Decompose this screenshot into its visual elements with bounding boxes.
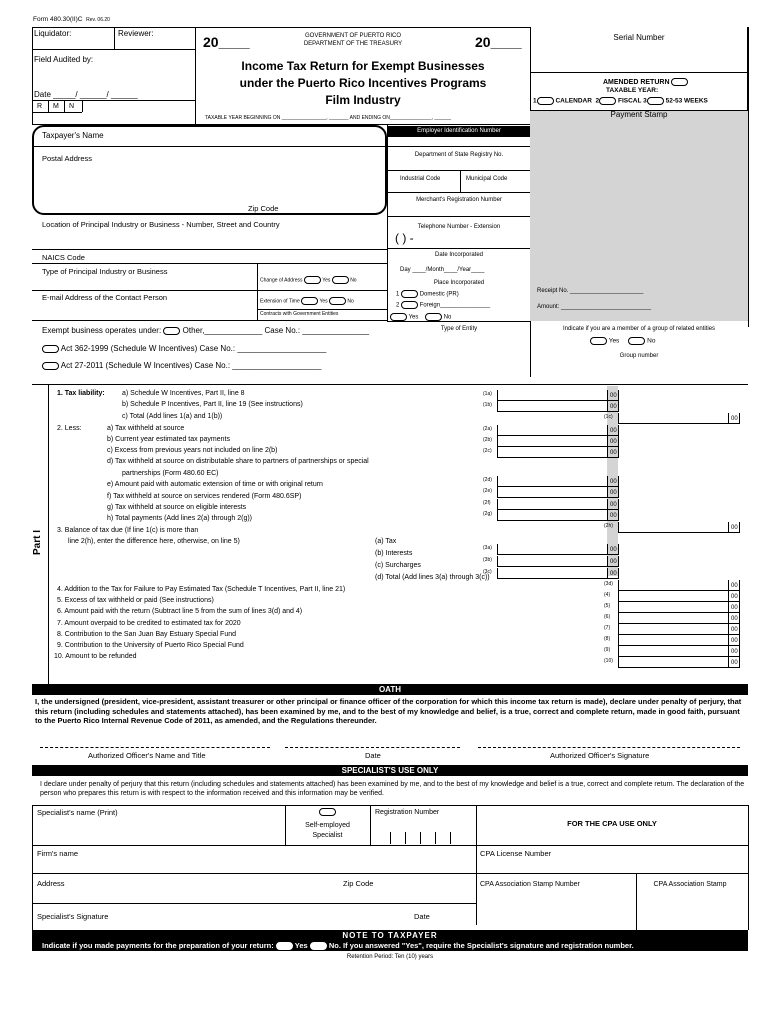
line-code: (2c) <box>483 448 492 454</box>
other-oval[interactable] <box>163 327 180 335</box>
cents-box <box>728 602 740 613</box>
amount-input[interactable] <box>497 487 607 498</box>
cents-value: 00 <box>731 616 738 622</box>
exempt-under-row: Exempt business operates under: Other,_____________ Case No.: _______________ <box>42 326 370 336</box>
taxpayer-name-label: Taxpayer's Name <box>42 131 104 140</box>
amount-input[interactable] <box>497 556 607 567</box>
amount-input[interactable] <box>497 544 607 555</box>
domestic-oval[interactable] <box>401 290 418 298</box>
specialist-word: Specialist <box>312 832 343 839</box>
officer-signature-label: Authorized Officer's Signature <box>550 751 650 760</box>
amended-return-label: AMENDED RETURN <box>603 78 688 86</box>
amount-input[interactable] <box>497 401 607 412</box>
line-10: 10. Amount to be refunded <box>54 653 137 660</box>
line-2d-2: partnerships (Form 480.60 EC) <box>122 470 219 477</box>
line-2b: b) Current year estimated tax payments <box>107 436 230 443</box>
member-yes[interactable] <box>590 337 607 345</box>
amended-return-oval[interactable] <box>671 78 688 86</box>
extension-no[interactable] <box>329 297 346 305</box>
member-group-options: Yes No <box>590 337 655 345</box>
payment-stamp-label: Payment Stamp <box>610 110 668 119</box>
cents-box <box>728 580 740 591</box>
amount-input[interactable] <box>497 510 607 521</box>
amount-input[interactable] <box>618 624 728 635</box>
note-text: Indicate if you made payments for the preparation of your return: Yes No. If you answered "Yes", require the Specialist's signature and registration number. <box>42 941 634 950</box>
merchant-label: Merchant's Registration Number <box>416 197 502 203</box>
foreign-row: 2 Foreign_______________ <box>396 302 491 309</box>
cents-box <box>728 624 740 635</box>
specialist-date-label: Date <box>414 912 430 921</box>
line-2-label: 2. Less: <box>57 425 82 432</box>
line-code: (3d) <box>604 581 613 587</box>
date-incorporated-label: Date Incorporated <box>434 252 484 258</box>
line-code: (2f) <box>483 500 491 506</box>
cents-box <box>607 510 619 521</box>
industry-type-label: Type of Principal Industry or Business <box>42 267 168 276</box>
domestic-row: 1 Domestic (PR) <box>396 291 459 298</box>
taxable-year-line: TAXABLE YEAR BEGINNING ON ________________, _______ AND ENDING ON_______________, ______ <box>205 115 452 121</box>
line-code: (10) <box>604 658 613 664</box>
weeks-oval[interactable] <box>647 97 664 105</box>
naics-label: NAICS Code <box>42 253 85 262</box>
line-3b: line 2(h), enter the difference here, otherwise, on line 5) <box>68 538 240 545</box>
note-no-oval[interactable] <box>310 942 327 950</box>
act27-oval[interactable] <box>42 362 59 370</box>
self-employed-oval-wrap <box>285 808 370 816</box>
amount-input[interactable] <box>497 499 607 510</box>
cents-box <box>607 390 619 401</box>
line-code: (3b) <box>483 557 492 563</box>
cents-value: 00 <box>610 513 617 519</box>
line-9: 9. Contribution to the University of Puerto Rico Special Fund <box>57 642 244 649</box>
cents-value: 00 <box>731 525 738 531</box>
cents-value: 00 <box>610 559 617 565</box>
line-4: 4. Addition to the Tax for Failure to Pay Estimated Tax (Schedule T Incentives, Part II, line 21) <box>57 586 346 593</box>
line-code: (2d) <box>483 477 492 483</box>
line-code: (1b) <box>483 402 492 408</box>
calendar-oval[interactable] <box>537 97 554 105</box>
line-3-total: (d) Total (Add lines 3(a) through 3(c)) <box>375 574 490 581</box>
officer-name-label: Authorized Officer's Name and Title <box>88 751 206 760</box>
place-incorporated-label: Place Incorporated <box>433 280 485 286</box>
cents-box <box>728 613 740 624</box>
line-code: (3a) <box>483 545 492 551</box>
amount-input[interactable] <box>497 390 607 401</box>
amount-input[interactable] <box>618 635 728 646</box>
rmn-m: M <box>53 103 59 110</box>
email-label: E-mail Address of the Contact Person <box>42 293 168 302</box>
receipt-label: Receipt No. ______________________ <box>537 288 644 294</box>
line-code: (1a) <box>483 391 492 397</box>
gov-line-2: DEPARTMENT OF THE TREASURY <box>303 41 403 47</box>
line-3-tax: (a) Tax <box>375 538 397 545</box>
taxable-year-options: 1 CALENDAR 2 FISCAL 3 52-53 WEEKS <box>533 97 708 105</box>
cents-box <box>607 425 619 436</box>
member-group-label: Indicate if you are a member of a group of related entities <box>562 326 716 332</box>
amount-input[interactable] <box>497 447 607 458</box>
cents-box <box>728 413 740 424</box>
cents-box <box>607 544 619 555</box>
line-code: (2h) <box>604 523 613 529</box>
line-2c: c) Excess from previous years not included on line 2(b) <box>107 447 278 454</box>
municipal-code-label: Municipal Code <box>466 176 508 182</box>
specialist-name-label: Specialist's name (Print) <box>37 808 118 817</box>
location-label: Location of Principal Industry or Business - Number, Street and Country <box>42 220 280 229</box>
telephone-paren: ( ) - <box>395 231 414 245</box>
amount-input[interactable] <box>618 646 728 657</box>
act362-oval[interactable] <box>42 345 59 353</box>
cents-box <box>607 556 619 567</box>
contracts-yes[interactable] <box>390 313 407 321</box>
act362-row: Act 362-1999 (Schedule W Incentives) Case No.: ____________________ <box>42 345 326 353</box>
amount-input[interactable] <box>618 591 728 602</box>
line-code: (2a) <box>483 426 492 432</box>
specialist-declaration: I declare under penalty of perjury that this return (including schedules and statements attached) has been examined by me, and to the best of my knowledge and belief is a true, correct and complete return. The declaration of the person who prepares this return is with respect to the information received and this information may be verified. <box>40 781 745 797</box>
line-8: 8. Contribution to the San Juan Bay Estuary Special Fund <box>57 631 236 638</box>
cents-value: 00 <box>731 605 738 611</box>
liquidator-label: Liquidator: <box>34 29 72 38</box>
line-1-label: 1. Tax liability: <box>57 390 105 397</box>
cents-box <box>607 436 619 447</box>
reviewer-label: Reviewer: <box>118 29 154 38</box>
day-month-year: Day ____/Month____/Year____ <box>400 267 485 273</box>
specialist-signature-label: Specialist's Signature <box>37 912 109 921</box>
rmn-r: R <box>37 103 43 110</box>
line-1a: a) Schedule W Incentives, Part II, line 8 <box>122 390 245 397</box>
line-3-surcharges: (c) Surcharges <box>375 562 421 569</box>
amount-input[interactable] <box>497 568 607 579</box>
telephone-label: Telephone Number - Extension <box>417 224 501 230</box>
form-title-3: Film Industry <box>325 93 401 107</box>
line-code: (2g) <box>483 511 492 517</box>
foreign-oval[interactable] <box>401 301 418 309</box>
form-title-1: Income Tax Return for Exempt Businesses <box>241 59 485 73</box>
fiscal-oval[interactable] <box>599 97 616 105</box>
line-2a: a) Tax withheld at source <box>107 425 185 432</box>
industrial-code-label: Industrial Code <box>400 176 441 182</box>
line-1c: c) Total (Add lines 1(a) and 1(b)) <box>122 413 223 420</box>
contracts-no[interactable] <box>425 313 442 321</box>
line-code: (4) <box>604 592 611 598</box>
change-address-row: Change of Address Yes No <box>260 277 357 284</box>
self-employed-label: Self-employed <box>305 822 350 829</box>
line-code: (5) <box>604 603 611 609</box>
field-audited-label: Field Audited by: <box>34 55 94 64</box>
line-3a: 3. Balance of tax due (If line 1(c) is more than <box>57 527 199 534</box>
amount-input[interactable] <box>618 657 728 668</box>
line-code: (9) <box>604 647 611 653</box>
cents-box <box>607 499 619 510</box>
amount-input[interactable] <box>497 476 607 487</box>
cents-value: 00 <box>610 479 617 485</box>
registration-label: Registration Number <box>375 809 440 816</box>
change-address-yes[interactable] <box>304 276 321 284</box>
note-yes-oval[interactable] <box>276 942 293 950</box>
line-6: 6. Amount paid with the return (Subtract line 5 from the sum of lines 3(d) and 4) <box>57 608 303 615</box>
amount-label: Amount: ___________________________ <box>537 304 652 310</box>
line-1b: b) Schedule P Incentives, Part II, line 19 (See instructions) <box>122 401 303 408</box>
line-code: (3c) <box>483 569 492 575</box>
cpa-use-label: FOR THE CPA USE ONLY <box>567 819 657 828</box>
cpa-license-label: CPA License Number <box>480 849 552 858</box>
rmn-n: N <box>69 103 75 110</box>
amount-input[interactable] <box>618 602 728 613</box>
gov-line-1: GOVERNMENT OF PUERTO RICO <box>304 33 401 39</box>
cents-value: 00 <box>731 627 738 633</box>
cents-box <box>728 591 740 602</box>
cents-value: 00 <box>731 660 738 666</box>
line-7: 7. Amount overpaid to be credited to estimated tax for 2020 <box>57 620 241 627</box>
cents-box <box>607 401 619 412</box>
cpa-stamp-label: CPA Association Stamp <box>653 881 727 888</box>
line-2f: f) Tax withheld at source on services rendered (Form 480.6SP) <box>107 493 302 500</box>
amount-input[interactable] <box>497 436 607 447</box>
cents-value: 00 <box>610 439 617 445</box>
zip-code-label: Zip Code <box>248 204 279 213</box>
extension-row: Extension of Time Yes No <box>260 298 354 305</box>
serial-number-label: Serial Number <box>613 33 665 42</box>
taxable-year-label: TAXABLE YEAR: <box>606 87 659 94</box>
cents-value: 00 <box>610 490 617 496</box>
line-code: (2e) <box>483 488 492 494</box>
postal-address-label: Postal Address <box>42 154 93 163</box>
specialist-address-label: Address <box>37 879 65 888</box>
date-label: Date _____/ ______/ ______ <box>34 90 138 99</box>
retention-period: Retention Period: Ten (10) years <box>346 954 434 960</box>
contracts-label: Contracts with Government Entities <box>260 311 339 317</box>
amount-input[interactable] <box>618 613 728 624</box>
form-id: Form 480.30(II)C Rev. 06.20 <box>33 16 110 23</box>
amount-input[interactable] <box>618 413 728 424</box>
cents-value: 00 <box>731 649 738 655</box>
cents-value: 00 <box>610 450 617 456</box>
cents-value: 00 <box>610 404 617 410</box>
amount-input[interactable] <box>618 580 728 591</box>
oath-text: I, the undersigned (president, vice-president, assistant treasurer or other principal or finance officer of the corporation for which this income tax return is made), declare under penalty of perjury, that this return (including schedules and statements attached), has been examined by me, and to the best of my knowledge and belief, is a true, correct and complete return, made in good faith, pursuant to the Puerto Rico Internal Revenue Code of 2011, as amended, and the Regulations thereunder. <box>35 697 742 725</box>
line-code: (8) <box>604 636 611 642</box>
cents-value: 00 <box>610 428 617 434</box>
part-1-label: Part I <box>32 529 43 555</box>
cents-box <box>728 646 740 657</box>
year-left: 20____ <box>203 34 250 50</box>
cents-value: 00 <box>610 502 617 508</box>
contracts-options: Yes No <box>390 313 451 321</box>
line-5: 5. Excess of tax withheld or paid (See instructions) <box>57 597 214 604</box>
note-title: NOTE TO TAXPAYER <box>342 931 438 940</box>
line-code: (6) <box>604 614 611 620</box>
type-entity-label: Type of Entity <box>440 326 478 332</box>
oath-date-label: Date <box>365 751 381 760</box>
group-number-label: Group number <box>619 353 659 359</box>
dsr-label: Department of State Registry No. <box>414 152 504 158</box>
extension-yes[interactable] <box>301 297 318 305</box>
cpa-stamp-number-label: CPA Association Stamp Number <box>480 881 580 888</box>
cents-value: 00 <box>731 583 738 589</box>
specialist-zip-label: Zip Code <box>343 879 374 888</box>
oath-bar: OATH <box>32 684 748 695</box>
cents-value: 00 <box>731 416 738 422</box>
specialist-bar: SPECIALIST'S USE ONLY <box>32 765 748 776</box>
line-code: (2b) <box>483 437 492 443</box>
change-address-no[interactable] <box>332 276 349 284</box>
cents-box <box>728 657 740 668</box>
line-code: (1c) <box>604 414 613 420</box>
amount-input[interactable] <box>497 425 607 436</box>
self-employed-oval[interactable] <box>319 808 336 816</box>
line-code: (7) <box>604 625 611 631</box>
cents-box <box>607 447 619 458</box>
cents-value: 00 <box>731 638 738 644</box>
ein-label: Employer Identification Number <box>417 128 501 134</box>
note-bar <box>32 931 748 951</box>
cents-box <box>728 522 740 533</box>
line-2g: g) Tax withheld at source on eligible interests <box>107 504 247 511</box>
cents-value: 00 <box>610 571 617 577</box>
cents-box <box>607 487 619 498</box>
cents-box <box>728 635 740 646</box>
member-no[interactable] <box>628 337 645 345</box>
act27-row: Act 27-2011 (Schedule W Incentives) Case No.: ____________________ <box>42 362 321 370</box>
line-2h: h) Total payments (Add lines 2(a) through 2(g)) <box>107 515 252 522</box>
amount-input[interactable] <box>618 522 728 533</box>
cents-value: 00 <box>610 393 617 399</box>
form-title-2: under the Puerto Rico Incentives Programs <box>239 76 487 90</box>
line-2d-1: d) Tax withheld at source on distributable share to partners of partnerships or special <box>107 458 369 465</box>
line-2e: e) Amount paid with automatic extension of time or with original return <box>107 481 323 488</box>
cents-box <box>607 568 619 579</box>
line-3-interests: (b) Interests <box>375 550 413 557</box>
year-right: 20____ <box>475 34 522 50</box>
cents-value: 00 <box>731 594 738 600</box>
cents-box <box>607 476 619 487</box>
firm-name-label: Firm's name <box>37 849 79 858</box>
cents-value: 00 <box>610 547 617 553</box>
